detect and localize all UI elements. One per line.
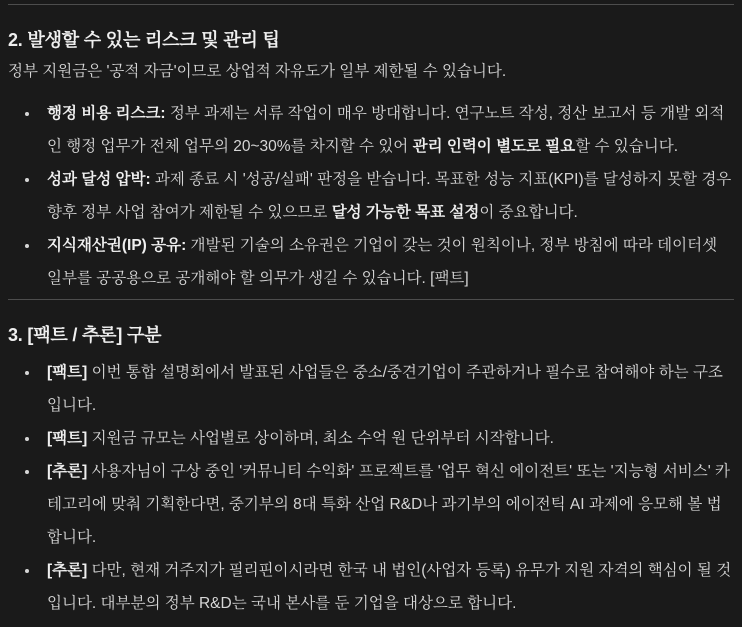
fact-inference-section-heading: 3. [팩트 / 추론] 구분 [8,325,162,345]
list-item-ip-sharing [47,229,734,295]
list-item-fact-1 [47,356,734,422]
bullet-text: 이번 통합 설명회에서 발표된 사업들은 중소/중견기업이 주관하거나 필수로 참여해야 하는 구조입니다. [47,364,723,414]
list-item-admin-cost-risk [47,97,734,163]
bullet-text: 다만, 현재 거주지가 필리핀이시라면 한국 내 법인(사업자 등록) 유무가 지원 자격의 핵심이 될 것입니다. 대부분의 정부 R&D는 국내 본사를 둔 기업을 대상으로 합니다. [47,562,732,612]
bullet-bold-lead: 성과 달성 압박: [47,171,151,188]
bullet-bold-emphasis: 달성 가능한 목표 설정 [331,204,480,221]
bullet-text: 과제 종료 시 '성공/실패' 판정을 받습니다. 목표한 성능 지표(KPI)를 달성하지 못할 경우 향후 정부 사업 참여가 제한될 수 있으므로 [47,171,732,221]
bullet-tag-fact: [팩트] [47,364,88,381]
fact-inference-bullet-list [8,356,734,620]
bullet-bold-lead: 행정 비용 리스크: [47,105,166,122]
list-item-inference-1 [47,455,734,554]
chat-response-body [0,4,742,620]
bullet-text: 개발된 기술의 소유권은 기업이 갖는 것이 원칙이나, 정부 방침에 따라 데이터셋 일부를 공공용으로 공개해야 할 의무가 생길 수 있습니다. [팩트] [47,237,718,287]
bullet-tag-fact: [팩트] [47,430,88,447]
bullet-bold-emphasis: 관리 인력이 별도로 필요 [412,138,576,155]
bullet-tag-inference: [추론] [47,562,88,579]
bullet-tag-inference: [추론] [47,463,88,480]
bullet-text: 사용자님이 구상 중인 '커뮤니티 수익화' 프로젝트를 '업무 혁신 에이전트' 또는 '지능형 서비스' 카테고리에 맞춰 기획한다면, 중기부의 8대 특화 산업 R&D나 과기부의 에이전틱 AI 과제에 응모해 볼 법합니다. [47,463,730,546]
risks-section-heading: 2. 발생할 수 있는 리스크 및 관리 팁 [8,30,280,50]
list-item-inference-2 [47,554,734,620]
section-divider-top [8,4,734,5]
bullet-text: 이 중요합니다. [479,204,578,221]
risks-intro-paragraph: 정부 지원금은 '공적 자금'이므로 상업적 자유도가 일부 제한될 수 있습니다. [8,63,507,80]
bullet-text: 지원금 규모는 사업별로 상이하며, 최소 수억 원 단위부터 시작합니다. [87,430,554,447]
risks-bullet-list [8,97,734,295]
bullet-text: 할 수 있습니다. [575,138,679,155]
bullet-text: 정부 과제는 서류 작업이 매우 방대합니다. 연구노트 작성, 정산 보고서 등 개발 외적인 행정 업무가 전체 업무의 20~30%를 차지할 수 있어 [47,105,725,155]
list-item-performance-pressure [47,163,734,229]
section-divider-middle [8,299,734,300]
section-risks [8,27,734,295]
section-fact-inference [8,322,734,620]
list-item-fact-2 [47,422,734,455]
bullet-bold-lead: 지식재산권(IP) 공유: [47,237,187,254]
